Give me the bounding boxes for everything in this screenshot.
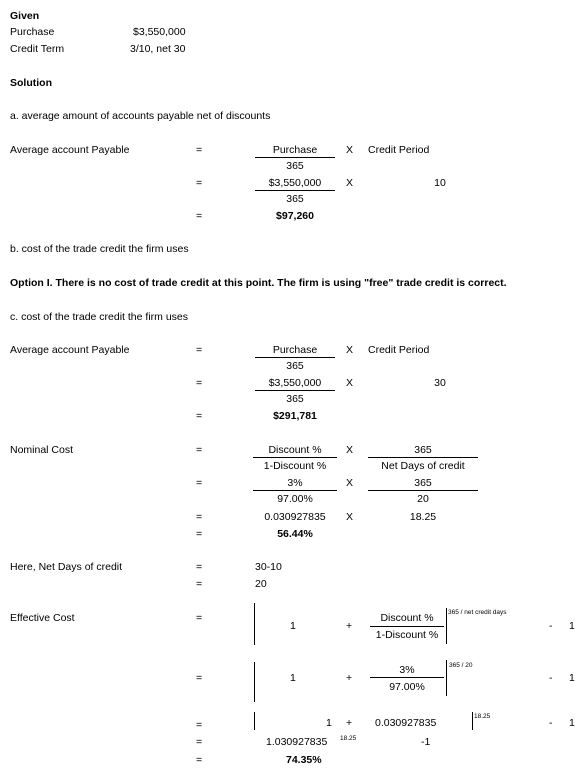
effective-plus-3: +	[346, 717, 353, 729]
part-a-equals-3: =	[196, 210, 203, 222]
given-heading: Given	[10, 10, 40, 22]
solution-heading: Solution	[10, 77, 52, 89]
nominal-discount-value: 3%	[287, 477, 303, 489]
part-c-equals-3: =	[196, 410, 203, 422]
effective-label: Effective Cost	[10, 612, 75, 624]
part-a-equals-2: =	[196, 177, 203, 189]
effective-exponent-label: 365 / net credit days	[448, 609, 507, 616]
part-c-equals-2: =	[196, 377, 203, 389]
net-days-equals-2: =	[196, 578, 203, 590]
part-a-result: $97,260	[276, 210, 314, 222]
part-c-credit-period-label: Credit Period	[368, 344, 430, 356]
effective-equals-5: =	[196, 754, 203, 766]
part-a-purchase-value: $3,550,000	[268, 177, 322, 189]
effective-minus-1: -	[549, 620, 553, 632]
nominal-equals-1: =	[196, 444, 203, 456]
effective-base-exponent: 18.25	[340, 735, 357, 742]
effective-bracket-left-3	[254, 712, 255, 730]
effective-one-sub-1: 1	[569, 620, 575, 632]
nominal-net-days-value: 20	[417, 493, 429, 505]
part-c-heading: c. cost of the trade credit the firm uses	[10, 311, 188, 323]
nominal-times-3: X	[346, 511, 354, 523]
net-days-value: 20	[255, 578, 267, 590]
effective-bracket-left-1	[254, 603, 255, 645]
nominal-equals-4: =	[196, 528, 203, 540]
nominal-bar-1b	[368, 457, 478, 458]
effective-one-minus-label: 1-Discount %	[375, 629, 439, 641]
part-c-times-1: X	[346, 344, 354, 356]
nominal-one-minus-label: 1-Discount %	[263, 460, 327, 472]
purchase-value: $3,550,000	[133, 26, 186, 38]
part-b-heading: b. cost of the trade credit the firm uses	[10, 243, 189, 255]
nominal-equals-3: =	[196, 511, 203, 523]
nominal-times-2: X	[346, 477, 354, 489]
effective-plus-2: +	[346, 672, 353, 684]
part-c-purchase-value: $3,550,000	[268, 377, 322, 389]
part-a-fraction-bar-1	[255, 157, 335, 158]
effective-one-sub-3: 1	[569, 717, 575, 729]
part-c-365-2: 365	[286, 393, 304, 405]
part-c-times-2: X	[346, 377, 354, 389]
part-c-fraction-bar-2	[255, 390, 335, 391]
part-c-purchase-label: Purchase	[272, 344, 318, 356]
effective-equals-3: =	[196, 719, 203, 731]
effective-discount-value: 3%	[399, 664, 415, 676]
effective-bracket-left-2	[254, 662, 255, 702]
nominal-discount-label: Discount %	[268, 444, 322, 456]
part-c-fraction-bar-1	[255, 357, 335, 358]
part-a-credit-period-label: Credit Period	[368, 144, 430, 156]
effective-one-2: 1	[290, 672, 296, 684]
net-days-label: Here, Net Days of credit	[10, 561, 123, 573]
part-a-365-2: 365	[286, 193, 304, 205]
effective-equals-4: =	[196, 736, 203, 748]
effective-minus-2: -	[549, 672, 553, 684]
part-a-equals-1: =	[196, 144, 203, 156]
effective-ratio: 0.030927835	[375, 717, 437, 729]
effective-discount-label: Discount %	[380, 612, 434, 624]
part-a-times-1: X	[346, 144, 354, 156]
part-b-conclusion: Option I. There is no cost of trade credit at this point. The firm is using "free" trade credit is correct.	[10, 277, 507, 289]
effective-minus-one: -1	[421, 736, 431, 748]
nominal-times-1: X	[346, 444, 354, 456]
part-a-credit-period-value: 10	[434, 177, 446, 189]
effective-one-1: 1	[290, 620, 296, 632]
part-c-equals-1: =	[196, 344, 203, 356]
part-c-365-1: 365	[286, 360, 304, 372]
effective-equals-2: =	[196, 672, 203, 684]
effective-plus-1: +	[346, 620, 353, 632]
part-a-365-1: 365	[286, 160, 304, 172]
part-c-credit-period-value: 30	[434, 377, 446, 389]
effective-bar-2	[370, 677, 444, 678]
part-a-label: Average account Payable	[10, 144, 130, 156]
effective-exponent-value: 365 / 20	[449, 662, 473, 669]
net-days-expr: 30-10	[255, 561, 282, 573]
credit-term-label: Credit Term	[10, 43, 65, 55]
nominal-bar-2b	[368, 490, 478, 491]
part-a-heading: a. average amount of accounts payable net of discounts	[10, 110, 271, 122]
effective-exponent-num: 18.25	[474, 713, 491, 720]
nominal-label: Nominal Cost	[10, 444, 74, 456]
effective-equals-1: =	[196, 612, 203, 624]
credit-term-value: 3/10, net 30	[130, 43, 186, 55]
nominal-ratio: 0.030927835	[264, 511, 326, 523]
part-a-times-2: X	[346, 177, 354, 189]
nominal-one-minus-value: 97.00%	[277, 493, 313, 505]
nominal-bar-1a	[253, 457, 337, 458]
effective-bracket-right-1	[446, 608, 447, 644]
effective-base: 1.030927835	[266, 736, 328, 748]
nominal-equals-2: =	[196, 477, 203, 489]
nominal-result: 56.44%	[277, 528, 313, 540]
part-a-purchase-label: Purchase	[272, 144, 318, 156]
effective-result: 74.35%	[286, 754, 322, 766]
effective-bracket-right-3	[472, 712, 473, 730]
effective-bracket-right-2	[446, 660, 447, 696]
nominal-net-days-label: Net Days of credit	[381, 460, 465, 472]
effective-one-3: 1	[326, 717, 332, 729]
nominal-bar-2a	[253, 490, 337, 491]
effective-minus-3: -	[549, 717, 553, 729]
nominal-days-2: 365	[414, 477, 432, 489]
purchase-label: Purchase	[10, 26, 55, 38]
part-c-result: $291,781	[273, 410, 317, 422]
nominal-days: 365	[414, 444, 432, 456]
part-c-label: Average account Payable	[10, 344, 130, 356]
net-days-equals-1: =	[196, 561, 203, 573]
effective-one-sub-2: 1	[569, 672, 575, 684]
effective-bar-1	[370, 626, 444, 627]
effective-one-minus-value: 97.00%	[389, 681, 425, 693]
nominal-factor: 18.25	[409, 511, 437, 523]
part-a-fraction-bar-2	[255, 190, 335, 191]
